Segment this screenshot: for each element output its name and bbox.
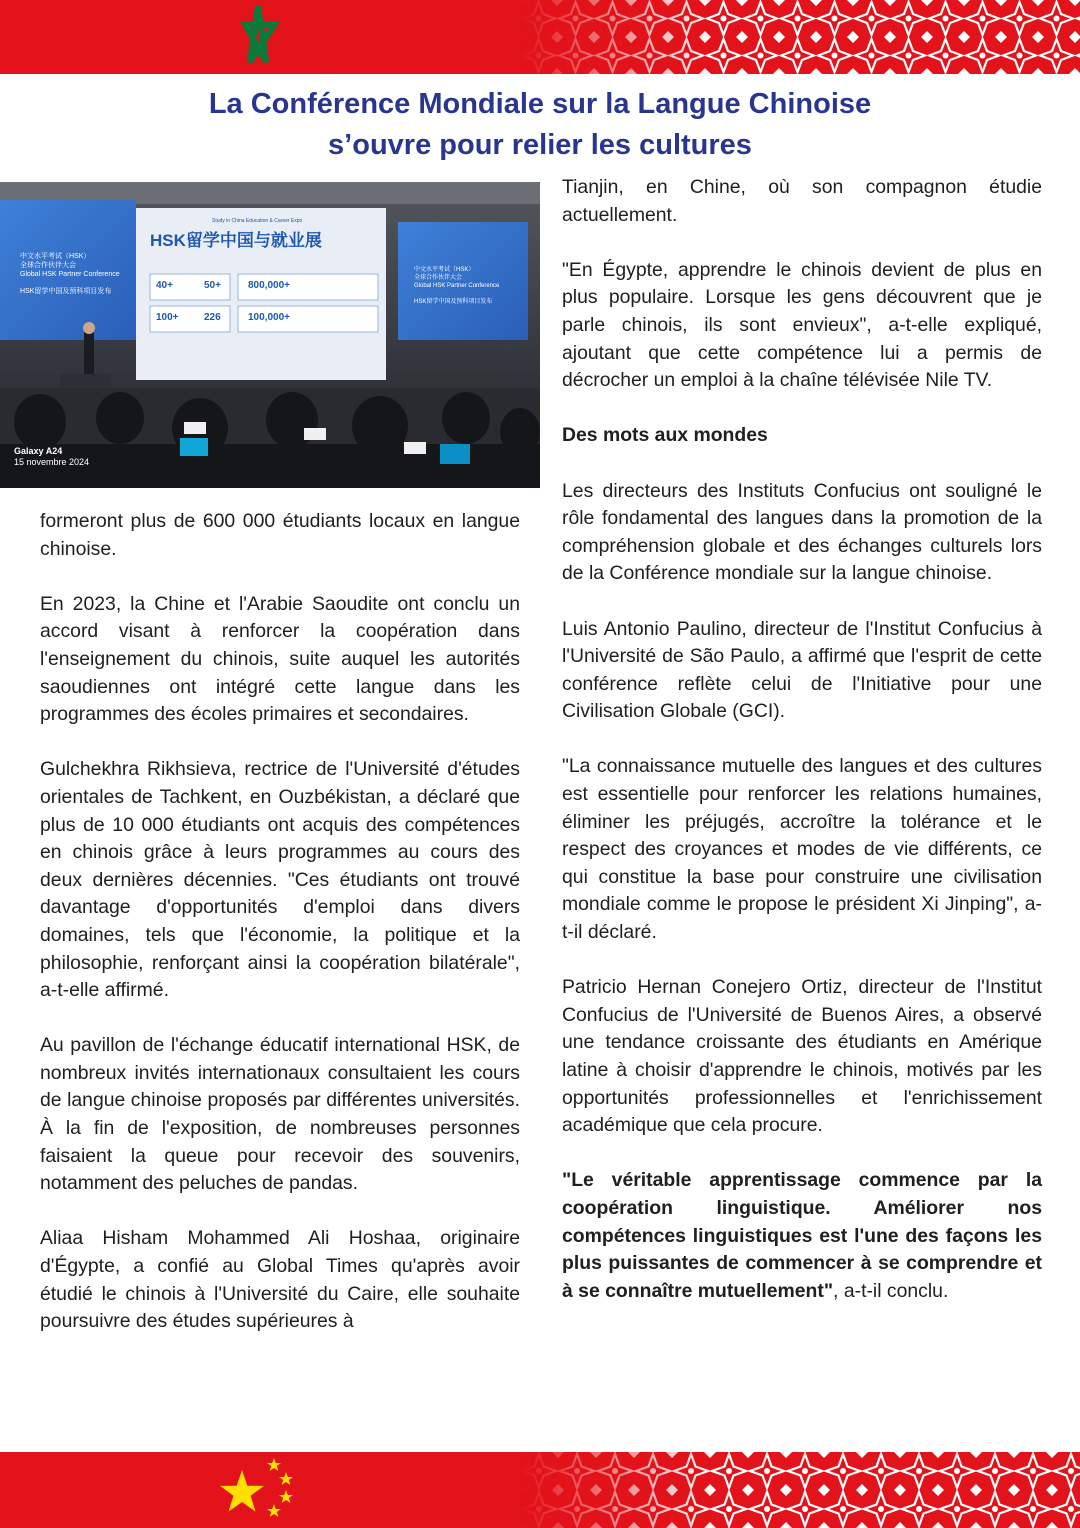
camera-date: 15 novembre 2024 — [14, 457, 90, 467]
left-paragraph-5: Aliaa Hisham Mohammed Ali Hoshaa, originaire d'Égypte, a confié au Global Times qu'après avoir étudié le chinois à l'Université du Caire, elle souhaite poursuivre des études supérieures à — [40, 1227, 520, 1333]
title-line-2: s’ouvre pour relier les cultures — [328, 129, 752, 161]
side-left-line-4: HSK留学中国及预科项目发布 — [20, 288, 112, 295]
stat-5: 226 — [204, 312, 221, 323]
side-right-line-2: 全球合作伙伴大会 — [414, 275, 463, 281]
side-left-line-2: 全球合作伙伴大会 — [20, 262, 76, 269]
right-paragraph-4: Luis Antonio Paulino, directeur de l'Institut Confucius à l'Université de São Paulo, a affirmé que l'esprit de cette conférence reflète celui de l'Initiative pour une Civilisation Globale (GCI). — [562, 617, 1042, 723]
right-paragraph-3: Les directeurs des Instituts Confucius ont souligné le rôle fondamental des langues dans la promotion de la compréhension globale et des échanges culturels lors de la Conférence mondiale sur la langue chinoise. — [562, 479, 1042, 585]
section-heading: Des mots aux mondes — [562, 424, 768, 447]
page-title — [60, 84, 1020, 166]
left-paragraph-2: En 2023, la Chine et l'Arabie Saoudite ont conclu un accord visant à renforcer la coopération dans l'enseignement du chinois, suite auquel les autorités saoudiennes ont intégré cette langue dans les programmes des écoles primaires et secondaires. — [40, 592, 520, 726]
china-flag-stars-icon — [214, 1452, 314, 1528]
left-column — [40, 508, 520, 1363]
left-paragraph-4: Au pavillon de l'échange éducatif international HSK, de nombreux invités internationaux consultaient les cours de langue chinoise proposés par différentes universités. À la fin de l'exposition, de nombreuses personnes faisaient la queue pour recevoir des souvenirs, notamment des peluches de pandas. — [40, 1034, 520, 1195]
right-paragraph-2: "En Égypte, apprendre le chinois devient de plus en plus populaire. Lorsque les gens découvrent que je parle chinois, ils sont envieux", a-t-elle expliqué, ajoutant que cette compétence lui a permis de décrocher un emploi à la chaîne télévisée Nile TV. — [562, 258, 1042, 392]
closing-quote: "Le véritable apprentissage commence par la coopération linguistique. Améliorer nos compétences linguistiques est l'une des façons les plus puissantes de commencer à se comprendre et à se connaître mutuellement" — [562, 1169, 1042, 1302]
screen-subtitle: Study in China Education & Career Expo — [212, 218, 303, 224]
right-paragraph-5: "La connaissance mutuelle des langues et des cultures est essentielle pour renforcer les relations humaines, éliminer les préjugés, accroître la tolérance et le respect des croyances et modes de vie différents, ce qui constitue la base pour construire une civilisation mondiale comme le propose le président Xi Jinping", a-t-il déclaré. — [562, 755, 1042, 944]
conference-photo — [0, 182, 540, 488]
top-pattern — [520, 0, 1080, 74]
stat-2: 50+ — [204, 280, 221, 291]
side-right-line-3: Global HSK Partner Conference — [414, 283, 500, 289]
right-column — [562, 174, 1042, 1333]
right-paragraph-6: Patricio Hernan Conejero Ortiz, directeur de l'Institut Confucius de l'Université de Buenos Aires, a observé une tendance croissante des étudiants en Amérique latine à choisir d'apprendre le chinois, motivés par les opportunités professionnelles et l'enrichissement académique que cela procure. — [562, 976, 1042, 1137]
camera-model: Galaxy A24 — [14, 446, 63, 456]
right-paragraph-7 — [562, 1167, 1042, 1305]
side-left-line-1: 中文水平考试（HSK） — [20, 253, 91, 260]
side-screen-right — [414, 266, 499, 306]
side-screen-left — [20, 252, 120, 296]
bottom-pattern — [520, 1452, 1080, 1528]
bottom-banner — [0, 1452, 1080, 1528]
closing-attribution: , a-t-il conclu. — [833, 1279, 949, 1302]
stat-6: 100,000+ — [248, 312, 290, 323]
stat-4: 100+ — [156, 312, 179, 323]
left-paragraph-1: formeront plus de 600 000 étudiants locaux en langue chinoise. — [40, 510, 520, 560]
right-paragraph-1: Tianjin, en Chine, où son compagnon étudie actuellement. — [562, 176, 1042, 226]
stat-1: 40+ — [156, 280, 173, 291]
side-right-line-1: 中文水平考试（HSK） — [414, 267, 475, 273]
morocco-star-icon — [218, 0, 298, 74]
side-left-line-3: Global HSK Partner Conference — [20, 271, 120, 278]
camera-watermark — [14, 446, 89, 468]
screen-title: HSK留学中国与就业展 — [150, 231, 322, 250]
stat-3: 800,000+ — [248, 280, 290, 291]
title-line-1: La Conférence Mondiale sur la Langue Chinoise — [208, 88, 872, 120]
side-right-line-4: HSK留学中国及预科项目发布 — [414, 299, 493, 305]
left-paragraph-3: Gulchekhra Rikhsieva, rectrice de l'Université d'études orientales de Tachkent, en Ouzbékistan, a déclaré que plus de 10 000 étudiants ont acquis des compétences en chinois grâce à leurs programmes au cours des deux dernières décennies. "Ces étudiants ont trouvé davantage d'opportunités d'emploi dans divers domaines, tels que l'économie, la politique et la philosophie, renforçant ainsi la coopération bilatérale", a-t-elle affirmé. — [40, 758, 520, 1002]
top-banner — [0, 0, 1080, 74]
